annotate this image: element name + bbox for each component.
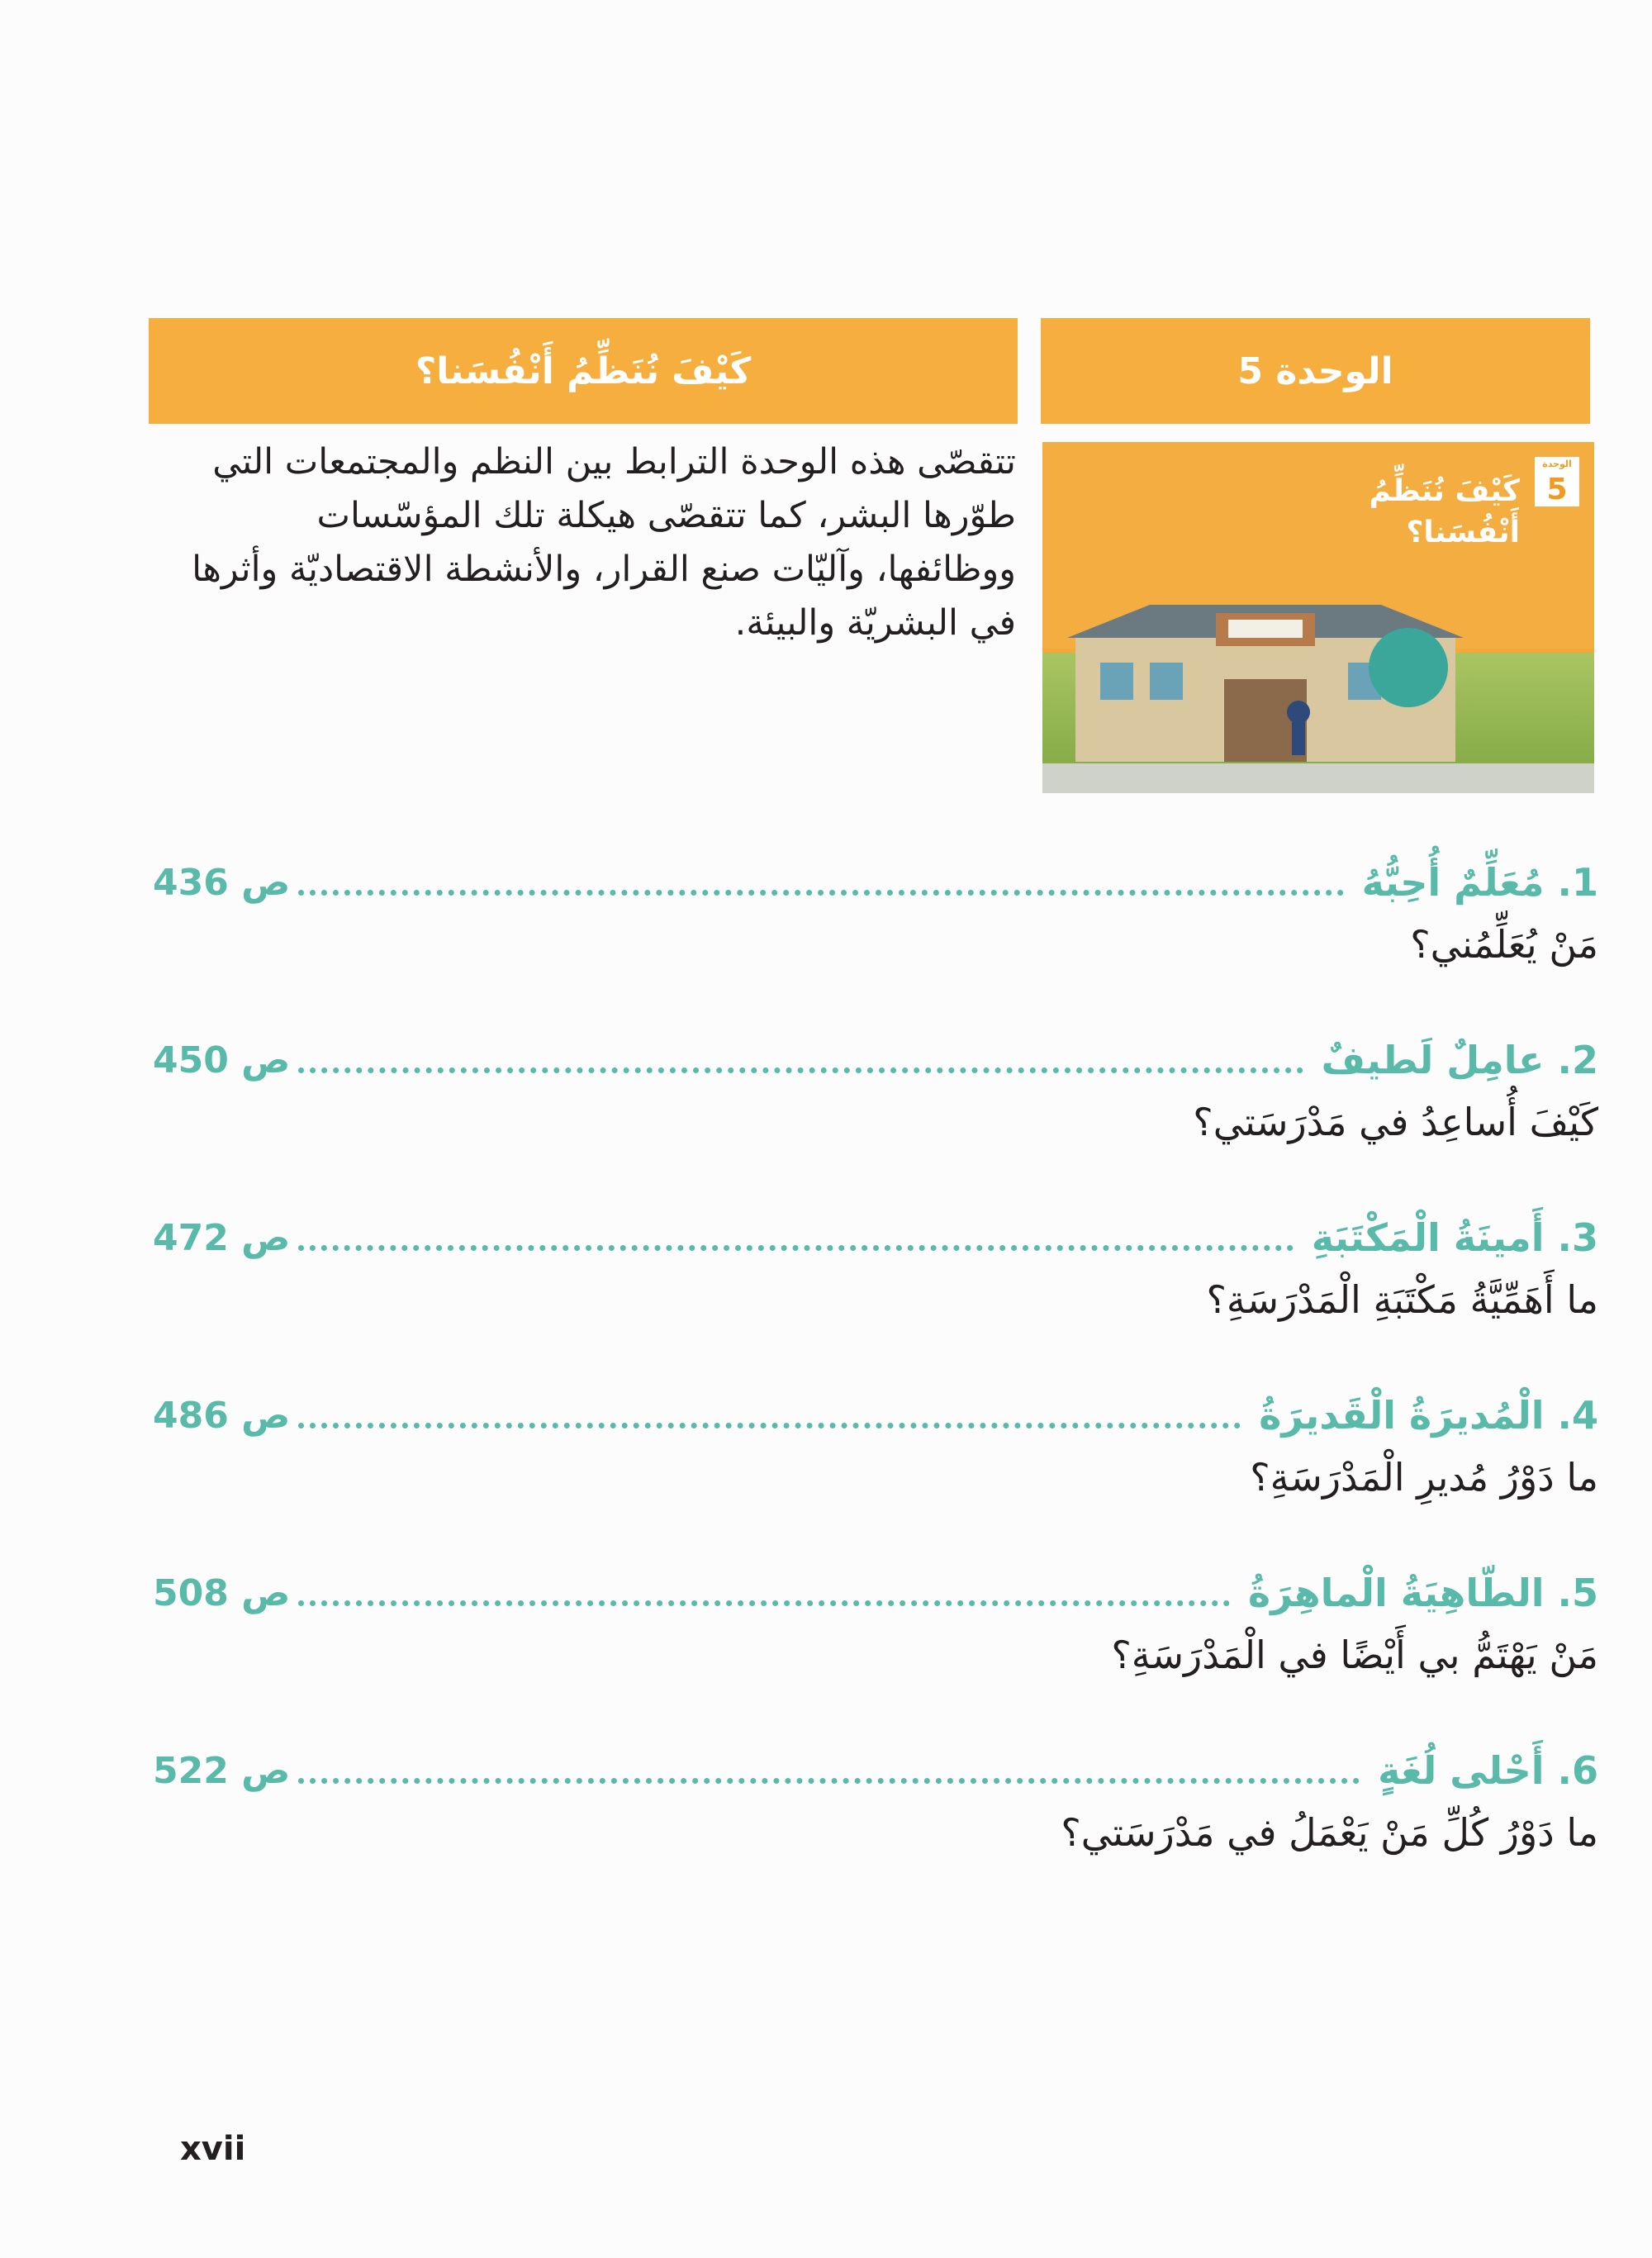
toc-page-number: ص 486 xyxy=(153,1394,291,1437)
toc-item[interactable] xyxy=(153,1739,1598,1855)
toc-item[interactable] xyxy=(153,851,1598,967)
toc-row xyxy=(153,1739,1598,1802)
toc-subtitle: ما دَوْرُ مُديرِ الْمَدْرَسَةِ؟ xyxy=(1250,1455,1598,1500)
toc-row xyxy=(153,1029,1598,1091)
page-number: xvii xyxy=(180,2130,246,2168)
toc-title: 5. الطّاهِيَةُ الْماهِرَةُ xyxy=(1247,1571,1598,1615)
toc-subtitle: كَيْفَ أُساعِدُ في مَدْرَسَتي؟ xyxy=(1193,1100,1598,1144)
unit-question-bar xyxy=(149,318,1018,424)
cover-unit-small-label: الوحدة xyxy=(1542,459,1572,469)
unit-cover-image xyxy=(1042,442,1594,793)
toc-title: 1. مُعَلِّمٌ أُحِبُّهُ xyxy=(1361,860,1598,905)
unit-label-bar xyxy=(1041,318,1590,424)
toc-leader-dots xyxy=(298,1067,1303,1073)
toc-item[interactable] xyxy=(153,1029,1598,1144)
toc-page-number: ص 472 xyxy=(153,1216,291,1259)
toc-leader-dots xyxy=(298,1245,1293,1251)
toc-page-number: ص 436 xyxy=(153,861,291,904)
toc-subtitle: ما دَوْرُ كُلِّ مَنْ يَعْمَلُ في مَدْرَسَتي؟ xyxy=(1061,1810,1598,1855)
toc-row xyxy=(153,1206,1598,1269)
cover-unit-number-box xyxy=(1535,457,1579,506)
toc-leader-dots xyxy=(298,1778,1360,1784)
cover-unit-number: 5 xyxy=(1546,473,1568,506)
toc-title: 6. أَحْلى لُغَةٍ xyxy=(1378,1748,1598,1793)
toc-row xyxy=(153,1562,1598,1624)
toc-title: 4. الْمُديرَةُ الْقَديرَةُ xyxy=(1259,1393,1598,1438)
cover-title-line2: أَنْفُسَنا؟ xyxy=(1406,516,1520,549)
toc-leader-dots xyxy=(298,1423,1241,1428)
toc-page-number: ص 522 xyxy=(153,1749,291,1792)
unit-intro-paragraph: تتقصّى هذه الوحدة الترابط بين النظم والمجتمعات التي طوّرها البشر، كما تتقصّى هيكلة تلك المؤسّسات ووظائفها، وآليّات صنع القرار، والأنشطة الاقتصاديّة وأثرها في البشريّة والبيئة. xyxy=(192,441,1016,644)
toc-item[interactable] xyxy=(153,1384,1598,1500)
toc-title: 2. عامِلٌ لَطيفٌ xyxy=(1321,1038,1598,1082)
unit-label: الوحدة 5 xyxy=(1237,349,1393,392)
cover-title xyxy=(1346,471,1520,554)
cover-question-circle xyxy=(1369,628,1448,707)
cover-title-line1: كَيْفَ نُنَظِّمُ xyxy=(1369,474,1520,508)
toc-page-number: ص 508 xyxy=(153,1571,291,1614)
cover-road xyxy=(1042,763,1594,793)
toc-subtitle: مَنْ يُعَلِّمُني؟ xyxy=(1410,922,1598,967)
toc-page-number: ص 450 xyxy=(153,1039,291,1081)
toc-item[interactable] xyxy=(153,1206,1598,1322)
toc-row xyxy=(153,1384,1598,1447)
toc-item[interactable] xyxy=(153,1562,1598,1677)
toc-subtitle: ما أَهَمِّيَّةُ مَكْتَبَةِ الْمَدْرَسَةِ؟ xyxy=(1206,1277,1598,1322)
toc-leader-dots xyxy=(298,890,1343,896)
toc-subtitle: مَنْ يَهْتَمُّ بي أَيْضًا في الْمَدْرَسَةِ؟ xyxy=(1111,1633,1598,1677)
toc-row xyxy=(153,851,1598,914)
toc-title: 3. أَمينَةُ الْمَكْتَبَةِ xyxy=(1311,1215,1598,1260)
toc-leader-dots xyxy=(298,1600,1230,1606)
unit-question: كَيْفَ نُنَظِّمُ أَنْفُسَنا؟ xyxy=(415,349,752,392)
